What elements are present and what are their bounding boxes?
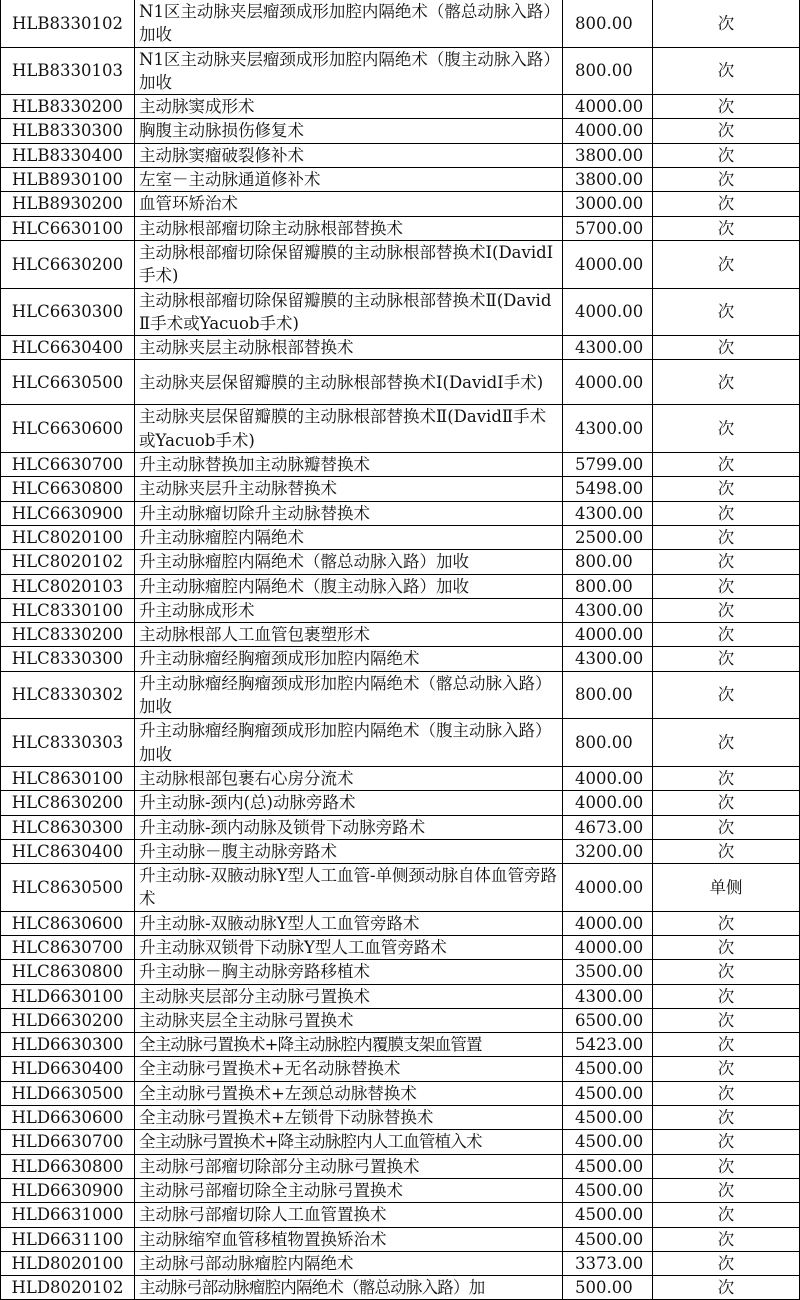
item-price-cell: 800.00	[563, 574, 653, 598]
item-name-cell: 血管环矫治术	[135, 192, 563, 216]
item-name-cell: 升主动脉双锁骨下动脉Y型人工血管旁路术	[135, 935, 563, 959]
item-code-cell: HLC8630600	[1, 911, 135, 935]
table-row	[1, 550, 800, 574]
item-name-cell: 主动脉根部瘤切除保留瓣膜的主动脉根部替换术Ⅰ(DavidⅠ手术)	[135, 240, 563, 288]
item-price-cell: 4500.00	[563, 1106, 653, 1130]
item-price-cell: 800.00	[563, 671, 653, 719]
item-unit-cell: 次	[653, 1276, 800, 1300]
item-unit-cell: 次	[653, 791, 800, 815]
item-price-cell: 4500.00	[563, 1203, 653, 1227]
item-code-cell: HLC8020100	[1, 525, 135, 549]
item-name-cell: 主动脉根部人工血管包裹塑形术	[135, 623, 563, 647]
item-price-cell: 4300.00	[563, 647, 653, 671]
item-code-cell: HLC8630200	[1, 791, 135, 815]
item-name-cell: 主动脉弓部瘤切除全主动脉弓置换术	[135, 1178, 563, 1202]
item-name-cell: 主动脉夹层部分主动脉弓置换术	[135, 984, 563, 1008]
table-row	[1, 598, 800, 622]
item-name-cell: 升主动脉瘤经胸瘤颈成形加腔内隔绝术（腹主动脉入路）加收	[135, 719, 563, 767]
item-price-cell: 4300.00	[563, 501, 653, 525]
item-unit-cell: 次	[653, 501, 800, 525]
item-name-cell: 全主动脉弓置换术+左锁骨下动脉替换术	[135, 1106, 563, 1130]
item-code-cell: HLD6631100	[1, 1227, 135, 1251]
item-unit-cell: 次	[653, 119, 800, 143]
item-code-cell: HLC8630300	[1, 815, 135, 839]
table-row	[1, 288, 800, 336]
item-price-cell: 3373.00	[563, 1251, 653, 1275]
item-name-cell: 主动脉根部瘤切除保留瓣膜的主动脉根部替换术Ⅱ(DavidⅡ手术或Yacuob手术)	[135, 288, 563, 336]
item-name-cell: 升主动脉瘤腔内隔绝术	[135, 525, 563, 549]
item-unit-cell: 次	[653, 95, 800, 119]
item-price-cell: 4500.00	[563, 1178, 653, 1202]
item-price-cell: 4000.00	[563, 935, 653, 959]
item-code-cell: HLB8330400	[1, 143, 135, 167]
item-price-cell: 4500.00	[563, 1081, 653, 1105]
item-name-cell: 升主动脉-双腋动脉Y型人工血管旁路术	[135, 911, 563, 935]
item-code-cell: HLD6630800	[1, 1154, 135, 1178]
item-code-cell: HLC6630500	[1, 360, 135, 405]
item-code-cell: HLC6630600	[1, 405, 135, 453]
item-code-cell: HLC8330302	[1, 671, 135, 719]
item-unit-cell: 次	[653, 671, 800, 719]
item-name-cell: N1区主动脉夹层瘤颈成形加腔内隔绝术（髂总动脉入路）加收	[135, 0, 563, 47]
item-unit-cell: 次	[653, 288, 800, 336]
item-price-cell: 4000.00	[563, 911, 653, 935]
item-unit-cell: 次	[653, 1057, 800, 1081]
table-row	[1, 192, 800, 216]
item-price-cell: 3500.00	[563, 960, 653, 984]
item-name-cell: 左室－主动脉通道修补术	[135, 168, 563, 192]
item-name-cell: 升主动脉-双腋动脉Y型人工血管-单侧颈动脉自体血管旁路术	[135, 864, 563, 912]
item-name-cell: 主动脉弓部瘤切除人工血管置换术	[135, 1203, 563, 1227]
item-unit-cell: 次	[653, 935, 800, 959]
item-unit-cell: 次	[653, 360, 800, 405]
item-unit-cell: 次	[653, 1130, 800, 1154]
item-price-cell: 4000.00	[563, 95, 653, 119]
item-code-cell: HLC8630400	[1, 839, 135, 863]
item-unit-cell: 次	[653, 240, 800, 288]
item-code-cell: HLC8330200	[1, 623, 135, 647]
item-code-cell: HLC8630500	[1, 864, 135, 912]
item-price-cell: 4500.00	[563, 1227, 653, 1251]
item-unit-cell: 次	[653, 168, 800, 192]
table-row	[1, 1057, 800, 1081]
item-price-cell: 4300.00	[563, 405, 653, 453]
item-code-cell: HLC6630400	[1, 336, 135, 360]
table-row	[1, 501, 800, 525]
item-price-cell: 5498.00	[563, 477, 653, 501]
table-row	[1, 47, 800, 95]
item-price-cell: 4000.00	[563, 766, 653, 790]
item-code-cell: HLC8630100	[1, 766, 135, 790]
item-code-cell: HLC6630700	[1, 453, 135, 477]
item-price-cell: 4500.00	[563, 1130, 653, 1154]
item-code-cell: HLB8930200	[1, 192, 135, 216]
item-price-cell: 4000.00	[563, 119, 653, 143]
item-unit-cell: 次	[653, 623, 800, 647]
table-row	[1, 1251, 800, 1275]
item-unit-cell: 次	[653, 192, 800, 216]
item-code-cell: HLD6630900	[1, 1178, 135, 1202]
item-code-cell: HLD6630500	[1, 1081, 135, 1105]
table-row	[1, 119, 800, 143]
item-name-cell: N1区主动脉夹层瘤颈成形加腔内隔绝术（腹主动脉入路）加收	[135, 47, 563, 95]
item-price-cell: 500.00	[563, 1276, 653, 1300]
item-unit-cell: 次	[653, 216, 800, 240]
item-name-cell: 全主动脉弓置换术+降主动脉腔内人工血管植入术	[135, 1130, 563, 1154]
item-name-cell: 升主动脉瘤经胸瘤颈成形加腔内隔绝术（髂总动脉入路）加收	[135, 671, 563, 719]
item-unit-cell: 次	[653, 911, 800, 935]
item-name-cell: 全主动脉弓置换术+降主动脉腔内覆膜支架血管置	[135, 1033, 563, 1057]
item-price-cell: 3200.00	[563, 839, 653, 863]
item-price-cell: 4300.00	[563, 984, 653, 1008]
item-price-cell: 4000.00	[563, 360, 653, 405]
item-price-cell: 4000.00	[563, 864, 653, 912]
item-price-cell: 2500.00	[563, 525, 653, 549]
table-row	[1, 671, 800, 719]
item-price-cell: 4300.00	[563, 336, 653, 360]
item-code-cell: HLC6630100	[1, 216, 135, 240]
item-code-cell: HLC8330100	[1, 598, 135, 622]
item-name-cell: 主动脉根部瘤切除主动脉根部替换术	[135, 216, 563, 240]
item-price-cell: 4000.00	[563, 791, 653, 815]
item-unit-cell: 次	[653, 574, 800, 598]
item-code-cell: HLD6630700	[1, 1130, 135, 1154]
table-row	[1, 574, 800, 598]
item-price-cell: 4000.00	[563, 623, 653, 647]
item-code-cell: HLC8630800	[1, 960, 135, 984]
item-name-cell: 升主动脉－腹主动脉旁路术	[135, 839, 563, 863]
item-name-cell: 主动脉夹层全主动脉弓置换术	[135, 1008, 563, 1032]
table-row	[1, 1178, 800, 1202]
item-code-cell: HLD6630600	[1, 1106, 135, 1130]
item-price-cell: 4500.00	[563, 1154, 653, 1178]
item-price-cell: 3800.00	[563, 168, 653, 192]
table-row	[1, 815, 800, 839]
item-unit-cell: 次	[653, 598, 800, 622]
table-row	[1, 1276, 800, 1300]
item-code-cell: HLC8020102	[1, 550, 135, 574]
item-price-cell: 4300.00	[563, 598, 653, 622]
table-row	[1, 240, 800, 288]
item-name-cell: 升主动脉-颈内(总)动脉旁路术	[135, 791, 563, 815]
item-code-cell: HLD6630200	[1, 1008, 135, 1032]
item-price-cell: 800.00	[563, 0, 653, 47]
table-row	[1, 935, 800, 959]
item-code-cell: HLC6630300	[1, 288, 135, 336]
item-price-cell: 6500.00	[563, 1008, 653, 1032]
item-price-cell: 5799.00	[563, 453, 653, 477]
table-row	[1, 143, 800, 167]
item-unit-cell: 次	[653, 47, 800, 95]
item-name-cell: 胸腹主动脉损伤修复术	[135, 119, 563, 143]
item-name-cell: 升主动脉瘤腔内隔绝术（腹主动脉入路）加收	[135, 574, 563, 598]
item-unit-cell: 单侧	[653, 864, 800, 912]
item-price-cell: 3000.00	[563, 192, 653, 216]
table-row	[1, 984, 800, 1008]
item-unit-cell: 次	[653, 1106, 800, 1130]
item-unit-cell: 次	[653, 1008, 800, 1032]
item-code-cell: HLD8020102	[1, 1276, 135, 1300]
item-name-cell: 主动脉弓部动脉瘤腔内隔绝术	[135, 1251, 563, 1275]
item-price-cell: 5423.00	[563, 1033, 653, 1057]
item-name-cell: 主动脉夹层主动脉根部替换术	[135, 336, 563, 360]
item-name-cell: 主动脉窦瘤破裂修补术	[135, 143, 563, 167]
item-unit-cell: 次	[653, 1227, 800, 1251]
table-row	[1, 1154, 800, 1178]
item-code-cell: HLC8330300	[1, 647, 135, 671]
table-row	[1, 1130, 800, 1154]
table-row	[1, 839, 800, 863]
item-name-cell: 主动脉夹层升主动脉替换术	[135, 477, 563, 501]
item-price-cell: 800.00	[563, 719, 653, 767]
item-unit-cell: 次	[653, 839, 800, 863]
item-name-cell: 主动脉弓部动脉瘤腔内隔绝术（髂总动脉入路）加	[135, 1276, 563, 1300]
item-unit-cell: 次	[653, 647, 800, 671]
table-row	[1, 168, 800, 192]
item-code-cell: HLC6630900	[1, 501, 135, 525]
item-unit-cell: 次	[653, 525, 800, 549]
table-row	[1, 647, 800, 671]
item-unit-cell: 次	[653, 1154, 800, 1178]
item-unit-cell: 次	[653, 477, 800, 501]
item-name-cell: 升主动脉瘤切除升主动脉替换术	[135, 501, 563, 525]
item-name-cell: 升主动脉瘤腔内隔绝术（髂总动脉入路）加收	[135, 550, 563, 574]
item-name-cell: 主动脉根部包裹右心房分流术	[135, 766, 563, 790]
table-row	[1, 1106, 800, 1130]
item-code-cell: HLB8330200	[1, 95, 135, 119]
table-row	[1, 336, 800, 360]
item-unit-cell: 次	[653, 1081, 800, 1105]
item-price-cell: 3800.00	[563, 143, 653, 167]
item-unit-cell: 次	[653, 550, 800, 574]
item-name-cell: 主动脉窦成形术	[135, 95, 563, 119]
table-row	[1, 791, 800, 815]
table-row	[1, 960, 800, 984]
item-name-cell: 全主动脉弓置换术+左颈总动脉替换术	[135, 1081, 563, 1105]
item-code-cell: HLB8330103	[1, 47, 135, 95]
table-row	[1, 1227, 800, 1251]
item-price-cell: 4000.00	[563, 288, 653, 336]
item-code-cell: HLB8330102	[1, 0, 135, 47]
item-price-cell: 800.00	[563, 550, 653, 574]
item-code-cell: HLC8020103	[1, 574, 135, 598]
table-row	[1, 1203, 800, 1227]
item-unit-cell: 次	[653, 1033, 800, 1057]
table-row	[1, 864, 800, 912]
table-row	[1, 477, 800, 501]
item-name-cell: 主动脉夹层保留瓣膜的主动脉根部替换术Ⅱ(DavidⅡ手术或Yacuob手术)	[135, 405, 563, 453]
item-code-cell: HLD6630300	[1, 1033, 135, 1057]
table-row	[1, 1008, 800, 1032]
item-price-cell: 4673.00	[563, 815, 653, 839]
item-price-cell: 4000.00	[563, 240, 653, 288]
item-unit-cell: 次	[653, 1203, 800, 1227]
item-unit-cell: 次	[653, 766, 800, 790]
item-code-cell: HLD6630100	[1, 984, 135, 1008]
item-name-cell: 升主动脉－胸主动脉旁路移植术	[135, 960, 563, 984]
table-row	[1, 719, 800, 767]
item-code-cell: HLB8330300	[1, 119, 135, 143]
item-code-cell: HLC8330303	[1, 719, 135, 767]
table-row	[1, 95, 800, 119]
item-price-cell: 4500.00	[563, 1057, 653, 1081]
item-code-cell: HLD6630400	[1, 1057, 135, 1081]
table-row	[1, 911, 800, 935]
item-code-cell: HLC8630700	[1, 935, 135, 959]
table-row	[1, 525, 800, 549]
table-row	[1, 623, 800, 647]
table-row	[1, 405, 800, 453]
item-unit-cell: 次	[653, 453, 800, 477]
item-name-cell: 主动脉夹层保留瓣膜的主动脉根部替换术Ⅰ(DavidⅠ手术)	[135, 360, 563, 405]
item-unit-cell: 次	[653, 960, 800, 984]
table-row	[1, 0, 800, 47]
item-price-cell: 5700.00	[563, 216, 653, 240]
table-row	[1, 1081, 800, 1105]
item-unit-cell: 次	[653, 719, 800, 767]
item-unit-cell: 次	[653, 336, 800, 360]
item-unit-cell: 次	[653, 143, 800, 167]
table-row	[1, 766, 800, 790]
item-unit-cell: 次	[653, 1251, 800, 1275]
table-row	[1, 360, 800, 405]
table-row	[1, 1033, 800, 1057]
item-code-cell: HLC6630800	[1, 477, 135, 501]
item-unit-cell: 次	[653, 984, 800, 1008]
item-unit-cell: 次	[653, 1178, 800, 1202]
item-unit-cell: 次	[653, 0, 800, 47]
item-name-cell: 全主动脉弓置换术+无名动脉替换术	[135, 1057, 563, 1081]
item-name-cell: 升主动脉-颈内动脉及锁骨下动脉旁路术	[135, 815, 563, 839]
table-row	[1, 216, 800, 240]
item-code-cell: HLC6630200	[1, 240, 135, 288]
item-price-cell: 800.00	[563, 47, 653, 95]
fee-table-body	[1, 0, 800, 1300]
item-unit-cell: 次	[653, 405, 800, 453]
table-row	[1, 453, 800, 477]
item-name-cell: 升主动脉成形术	[135, 598, 563, 622]
item-unit-cell: 次	[653, 815, 800, 839]
item-code-cell: HLD6631000	[1, 1203, 135, 1227]
item-name-cell: 主动脉缩窄血管移植物置换矫治术	[135, 1227, 563, 1251]
item-code-cell: HLD8020100	[1, 1251, 135, 1275]
item-name-cell: 升主动脉替换加主动脉瓣替换术	[135, 453, 563, 477]
item-name-cell: 主动脉弓部瘤切除部分主动脉弓置换术	[135, 1154, 563, 1178]
item-name-cell: 升主动脉瘤经胸瘤颈成形加腔内隔绝术	[135, 647, 563, 671]
item-code-cell: HLB8930100	[1, 168, 135, 192]
